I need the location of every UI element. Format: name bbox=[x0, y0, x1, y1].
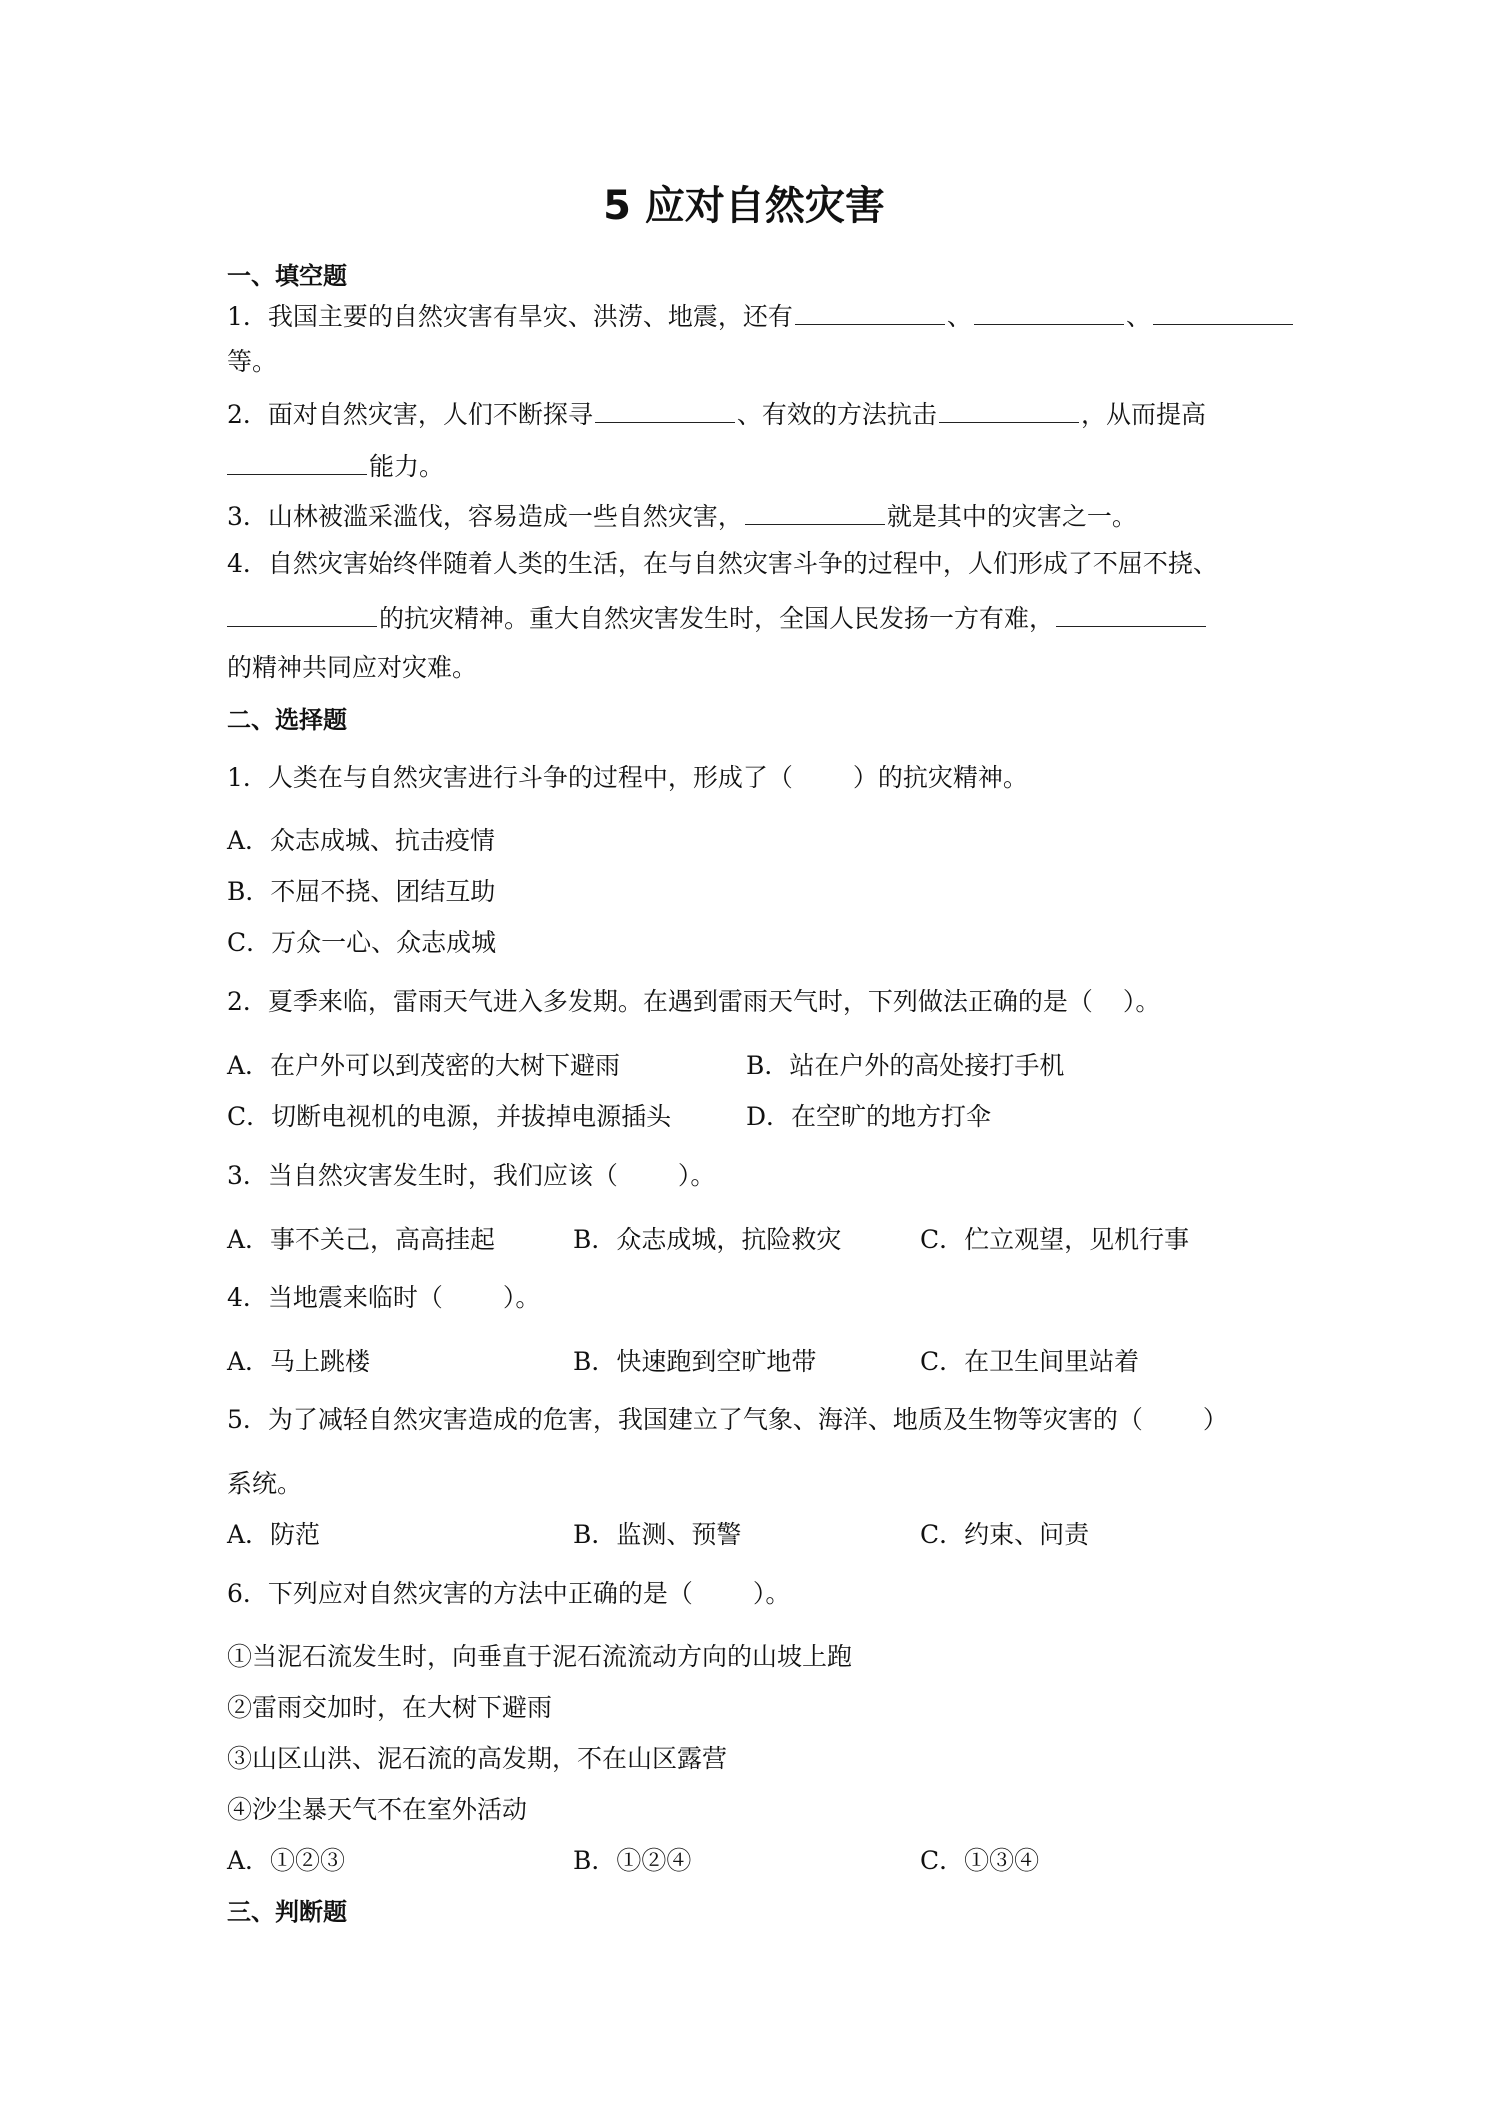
choice-q5-option-a[interactable]: A．防范 bbox=[227, 1520, 321, 1549]
fill-q2-text: 2．面对自然灾害，人们不断探寻 bbox=[227, 400, 593, 429]
section-heading-fill-blank: 一、填空题 bbox=[227, 262, 347, 290]
answer-blank[interactable] bbox=[795, 294, 945, 325]
choice-q3-option-c[interactable]: C．伫立观望，见机行事 bbox=[920, 1225, 1190, 1254]
choice-q4-option-a[interactable]: A．马上跳楼 bbox=[227, 1347, 371, 1376]
choice-q2-option-a[interactable]: A．在户外可以到茂密的大树下避雨 bbox=[227, 1051, 621, 1080]
fill-q4-line1: 4．自然灾害始终伴随着人类的生活，在与自然灾害斗争的过程中，人们形成了不屈不挠、 bbox=[227, 549, 1218, 578]
choice-q1-option-c[interactable]: C．万众一心、众志成城 bbox=[227, 928, 497, 957]
answer-blank[interactable] bbox=[227, 444, 367, 475]
choice-q5-option-b[interactable]: B．监测、预警 bbox=[573, 1520, 742, 1549]
fill-q1-text: 1．我国主要的自然灾害有旱灾、洪涝、地震，还有 bbox=[227, 302, 793, 331]
stem-text: 4．当地震来临时（ bbox=[227, 1283, 443, 1312]
answer-blank[interactable] bbox=[974, 294, 1124, 325]
stem-text: ）。 bbox=[677, 1161, 716, 1190]
stem-text: 3．当自然灾害发生时，我们应该（ bbox=[227, 1161, 618, 1190]
choice-q4-option-c[interactable]: C．在卫生间里站着 bbox=[920, 1347, 1140, 1376]
fill-q2-text: ，从而提高 bbox=[1080, 400, 1206, 429]
choice-q1-option-a[interactable]: A．众志成城、抗击疫情 bbox=[227, 826, 496, 855]
section-heading-true-false: 三、判断题 bbox=[227, 1898, 347, 1926]
fill-q2-line2 bbox=[225, 444, 444, 487]
fill-q3 bbox=[227, 494, 1137, 537]
stem-text: ） bbox=[1202, 1405, 1228, 1434]
fill-q1-line2: 等。 bbox=[227, 347, 278, 376]
choice-q5-option-c[interactable]: C．约束、问责 bbox=[920, 1520, 1090, 1549]
choice-q5-stem-cont: 系统。 bbox=[227, 1469, 303, 1498]
stem-text: 5．为了减轻自然灾害造成的危害，我国建立了气象、海洋、地质及生物等灾害的（ bbox=[227, 1405, 1143, 1434]
fill-q4-line3: 的精神共同应对灾难。 bbox=[227, 653, 478, 682]
answer-blank[interactable] bbox=[745, 494, 885, 525]
fill-q4-line2 bbox=[225, 596, 1208, 639]
fill-q3-text: 就是其中的灾害之一。 bbox=[886, 502, 1137, 531]
choice-q2-option-c[interactable]: C．切断电视机的电源，并拔掉电源插头 bbox=[227, 1102, 672, 1131]
choice-q1-stem bbox=[227, 758, 1028, 798]
choice-q2-stem bbox=[227, 982, 1160, 1022]
stem-text: ）的抗灾精神。 bbox=[852, 763, 1028, 792]
separator: 、 bbox=[946, 302, 972, 331]
fill-q2-text: 、有效的方法抗击 bbox=[736, 400, 937, 429]
choice-q2-option-b[interactable]: B．站在户外的高处接打手机 bbox=[746, 1051, 1065, 1080]
fill-q2-line1 bbox=[227, 392, 1206, 435]
choice-q5-stem bbox=[227, 1400, 1228, 1440]
page-title: 5 应对自然灾害 bbox=[603, 183, 885, 229]
answer-blank[interactable] bbox=[1056, 596, 1206, 627]
choice-q6-option-b[interactable]: B．①②④ bbox=[573, 1846, 692, 1875]
choice-q6-statement-2: ②雷雨交加时，在大树下避雨 bbox=[227, 1693, 553, 1722]
choice-q4-option-b[interactable]: B．快速跑到空旷地带 bbox=[573, 1347, 817, 1376]
choice-q6-statement-1: ①当泥石流发生时，向垂直于泥石流流动方向的山坡上跑 bbox=[227, 1642, 853, 1671]
answer-blank[interactable] bbox=[227, 596, 377, 627]
stem-text: 2．夏季来临，雷雨天气进入多发期。在遇到雷雨天气时，下列做法正确的是（ bbox=[227, 987, 1093, 1016]
choice-q6-stem bbox=[227, 1574, 790, 1614]
stem-text: ）。 bbox=[502, 1283, 541, 1312]
fill-q1-line1 bbox=[227, 294, 1295, 337]
choice-q6-statement-3: ③山区山洪、泥石流的高发期，不在山区露营 bbox=[227, 1744, 728, 1773]
choice-q6-option-c[interactable]: C．①③④ bbox=[920, 1846, 1040, 1875]
choice-q3-option-b[interactable]: B．众志成城，抗险救灾 bbox=[573, 1225, 842, 1254]
choice-q6-option-a[interactable]: A．①②③ bbox=[227, 1846, 346, 1875]
fill-q4-text: 的抗灾精神。重大自然灾害发生时，全国人民发扬一方有难， bbox=[379, 604, 1055, 633]
stem-text: 6．下列应对自然灾害的方法中正确的是（ bbox=[227, 1579, 693, 1608]
stem-text: ）。 bbox=[752, 1579, 791, 1608]
fill-q3-text: 3．山林被滥采滥伐，容易造成一些自然灾害， bbox=[227, 502, 743, 531]
answer-blank[interactable] bbox=[939, 392, 1079, 423]
section-heading-choice: 二、选择题 bbox=[227, 706, 347, 734]
fill-q2-text: 能力。 bbox=[369, 452, 445, 481]
stem-text: 1．人类在与自然灾害进行斗争的过程中，形成了（ bbox=[227, 763, 793, 792]
choice-q1-option-b[interactable]: B．不屈不挠、团结互助 bbox=[227, 877, 496, 906]
choice-q4-stem bbox=[227, 1278, 540, 1318]
answer-blank[interactable] bbox=[595, 392, 735, 423]
answer-blank[interactable] bbox=[1153, 294, 1293, 325]
choice-q3-stem bbox=[227, 1156, 715, 1196]
choice-q2-option-d[interactable]: D．在空旷的地方打伞 bbox=[746, 1102, 992, 1131]
stem-text: ）。 bbox=[1122, 987, 1161, 1016]
choice-q6-statement-4: ④沙尘暴天气不在室外活动 bbox=[227, 1795, 528, 1824]
separator: 、 bbox=[1125, 302, 1151, 331]
choice-q3-option-a[interactable]: A．事不关己，高高挂起 bbox=[227, 1225, 496, 1254]
